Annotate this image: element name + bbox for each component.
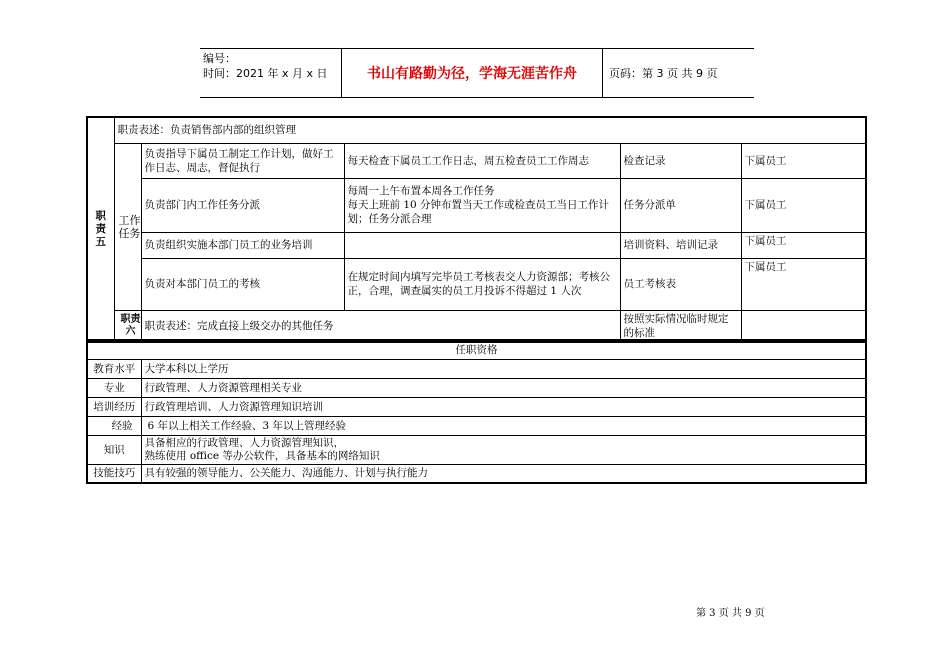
object-cell: 下属员工 [741, 258, 866, 310]
standard-cell: 在规定时间内填写完毕员工考核表交人力资源部；考核公正，合理，调查属实的员工月投诉不得超过 1 人次 [344, 258, 620, 310]
header-motto: 书山有路勤为径，学海无涯苦作舟 [341, 49, 603, 97]
table-row [87, 435, 866, 464]
qualifications-table [86, 339, 867, 484]
qualification-label: 技能技巧 [87, 464, 141, 483]
qualification-label: 培训经历 [87, 397, 141, 416]
table-row [87, 178, 866, 232]
object-cell: 下属员工 [741, 232, 866, 258]
duty6-row [87, 310, 866, 342]
table-row [87, 143, 866, 178]
duty5-description-row [87, 117, 866, 143]
standard-cell: 每天检查下属员工工作日志，周五检查员工工作周志 [344, 143, 620, 178]
duty6-description: 职责表述：完成直接上级交办的其他任务 [141, 310, 620, 342]
task-cell: 负责指导下属员工制定工作计划，做好工作日志、周志，督促执行 [141, 143, 344, 178]
qualification-value: 行政管理培训、人力资源管理知识培训 [141, 397, 866, 416]
table-row [87, 464, 866, 483]
page-footer: 第 3 页 共 9 页 [696, 608, 765, 619]
table-row [87, 258, 866, 310]
qualification-value: 行政管理、人力资源管理相关专业 [141, 378, 866, 397]
duty6-standard: 按照实际情况临时规定的标准 [620, 310, 741, 342]
duty6-label: 职责六 [114, 310, 141, 342]
qualification-label: 教育水平 [87, 359, 141, 378]
table-row [87, 397, 866, 416]
header-page-label: 页码：第 3 页 共 9 页 [609, 67, 718, 80]
object-cell: 下属员工 [741, 178, 866, 232]
code-label: 编号： [203, 52, 236, 65]
qualification-value: 6 年以上相关工作经验、3 年以上管理经验 [141, 416, 866, 435]
object-cell: 下属员工 [741, 143, 866, 178]
record-cell: 检查记录 [620, 143, 741, 178]
qualification-label: 经验 [87, 416, 141, 435]
task-cell: 负责对本部门员工的考核 [141, 258, 344, 310]
duty5-description: 职责表述：负责销售部内部的组织管理 [114, 117, 866, 143]
date-label: 时间：2021 年 x 月 x 日 [203, 67, 328, 80]
page-header [200, 48, 754, 98]
duty-table [86, 116, 867, 343]
qualification-value: 大学本科以上学历 [141, 359, 866, 378]
qualification-value: 具备相应的行政管理、人力资源管理知识， 熟练使用 office 等办公软件，具备基本的网络知识 [141, 435, 866, 464]
duty5-group-label: 工作任务 [114, 143, 141, 310]
task-cell: 负责部门内工作任务分派 [141, 178, 344, 232]
standard-cell: 每周一上午布置本周各工作任务 每天上班前 10 分钟布置当天工作或检查员工当日工作计划；任务分派合理 [344, 178, 620, 232]
duty5-label: 职责五 [87, 117, 114, 342]
table-row [87, 416, 866, 435]
standard-cell [344, 232, 620, 258]
qualifications-title: 任职资格 [87, 340, 866, 359]
table-row [87, 378, 866, 397]
table-row [87, 232, 866, 258]
record-cell: 任务分派单 [620, 178, 741, 232]
qualification-value: 具有较强的领导能力、公关能力、沟通能力、计划与执行能力 [141, 464, 866, 483]
duty6-record-cell [741, 310, 866, 342]
record-cell: 培训资料、培训记录 [620, 232, 741, 258]
task-cell: 负责组织实施本部门员工的业务培训 [141, 232, 344, 258]
table-row [87, 359, 866, 378]
qualification-label: 专业 [87, 378, 141, 397]
qualification-label: 知识 [87, 435, 141, 464]
record-cell: 员工考核表 [620, 258, 741, 310]
header-meta [200, 49, 341, 97]
